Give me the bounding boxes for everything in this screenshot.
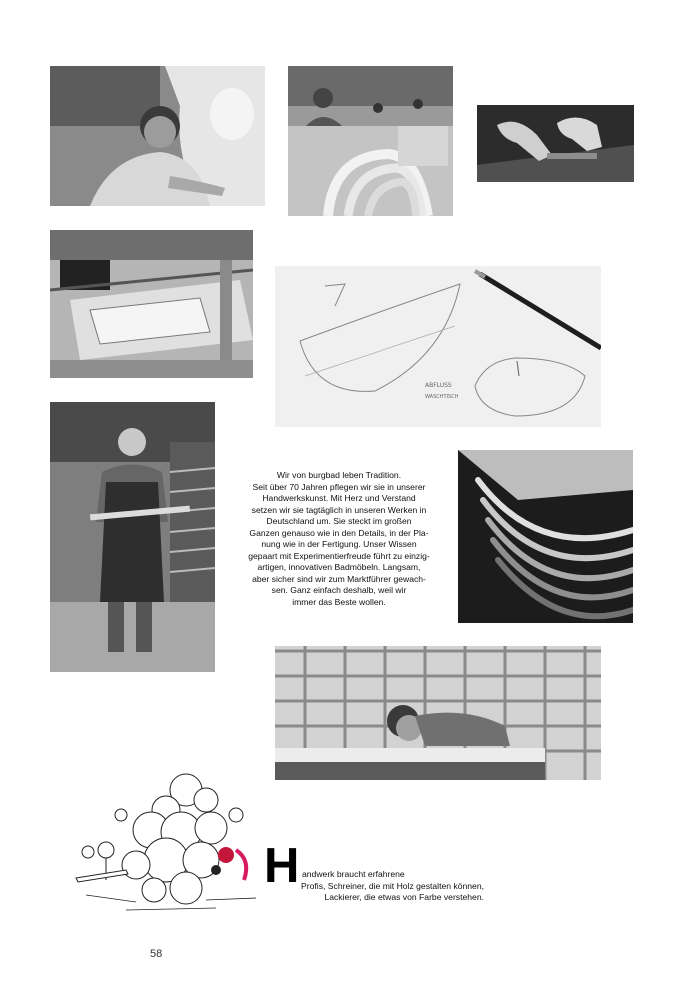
quote-line: Lackierer, die etwas von Farbe verstehen.: [324, 892, 484, 902]
sketch-label-abfluss: ABFLUSS: [425, 382, 452, 389]
decorative-illustration: [66, 770, 262, 920]
intro-line: Ganzen genauso wie in den Details, in der Pla-: [249, 527, 429, 538]
quote-first-line: andwerk braucht erfahrene: [302, 869, 405, 879]
craftsman-portrait-photo: [50, 402, 215, 672]
drop-cap: H: [264, 839, 300, 893]
curved-wood-strips-photo: [458, 450, 633, 623]
intro-line: Handwerkskunst. Mit Herz und Verstand: [262, 493, 416, 503]
factory-workers-photo: [288, 66, 453, 216]
intro-line: nung wie in der Fertigung. Unser Wissen: [261, 539, 417, 549]
sketch-label-waschtisch: WASCHTISCH: [425, 394, 459, 400]
production-line-photo: [50, 230, 253, 378]
quote-text: [264, 839, 484, 904]
craftsman-at-glass-wall-photo: [275, 646, 601, 780]
pencil-sketch-photo: [275, 266, 601, 427]
page-number: 58: [150, 948, 163, 960]
intro-line: artigen, innovativen Badmöbeln. Langsam,: [257, 562, 421, 572]
intro-line: Wir von burgbad leben Tradition.: [276, 470, 402, 480]
quote-line: Profis, Schreiner, die mit Holz gestalten können,: [301, 880, 484, 891]
intro-text: [228, 470, 450, 608]
worker-with-washbasin-photo: [50, 66, 265, 206]
intro-line: Seit über 70 Jahren pflegen wir sie in unserer: [252, 481, 426, 492]
intro-line: sen. Ganz einfach deshalb, weil wir: [271, 585, 407, 595]
intro-line: gepaart mit Experimentierfreude führt zu einzig-: [248, 550, 430, 561]
intro-line: immer das Beste wollen.: [292, 596, 386, 607]
intro-line: setzen wir sie tagtäglich in unseren Werken in: [251, 504, 427, 515]
hands-sanding-photo: [477, 105, 634, 182]
intro-line: Deutschland um. Sie steckt im großen: [266, 516, 412, 526]
intro-line: aber sicher sind wir zum Marktführer gewach-: [252, 573, 426, 584]
